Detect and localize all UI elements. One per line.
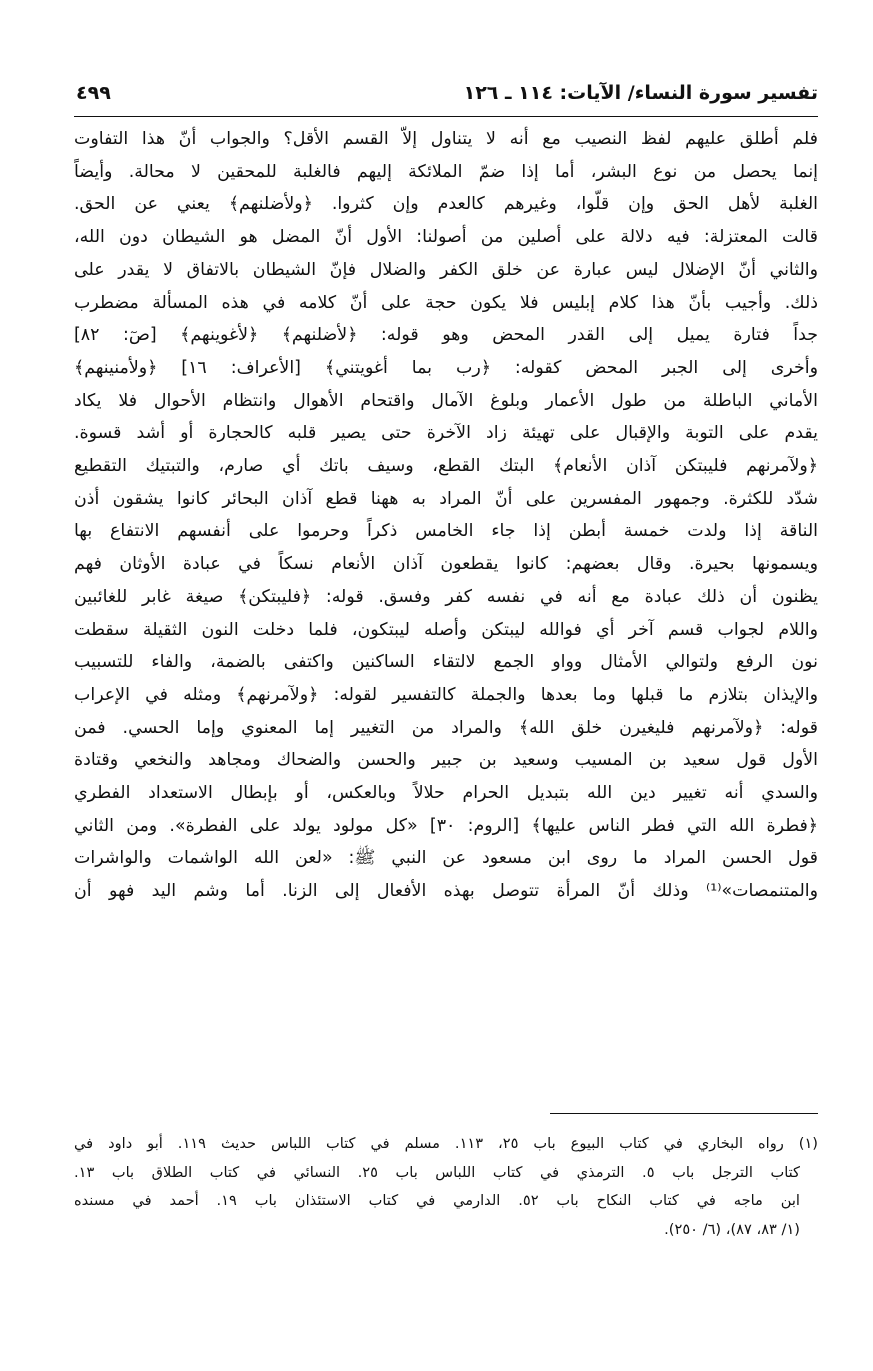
text-line: الأماني الباطلة من طول الأعمار وبلوغ الآمال واقتحام الأهوال وانتظام الأحوال فلا يكاد bbox=[74, 390, 818, 411]
footnote-line: (١/ ٨٣، ٨٧)، (٦/ ٢٥٠). bbox=[664, 1220, 800, 1238]
text-line: الغلبة لأهل الحق وإن قلّوا، وغيرهم كالعدم وإن كثروا. ﴿ولأضلنهم﴾ يعني عن الحق. bbox=[74, 194, 818, 215]
running-header bbox=[74, 78, 818, 117]
text-line: ﴿ولآمرنهم فليبتكن آذان الأنعام﴾ البتك القطع، وسيف باتك أي صارم، والتبتيك التقطيع bbox=[74, 456, 818, 477]
text-line: والسدي أنه تغيير دين الله بتبديل الحرام حلالاً وبالعكس، أو بإبطال الاستعداد الفطري bbox=[74, 783, 818, 804]
text-line: الناقة إذا ولدت خمسة أبطن إذا جاء الخامس ذكراً وحرموا على أنفسهم الانتفاع بها bbox=[74, 521, 818, 542]
text-line: وأخرى إلى الجبر المحض كقوله: ﴿رب بما أغويتني﴾ [الأعراف: ١٦] ﴿ولأمنينهم﴾ bbox=[74, 357, 818, 378]
text-line: إنما يحصل من نوع البشر، أما إذا ضمّ الملائكة إليهم فالغلبة للمحقين لا محالة. وأيضاً bbox=[74, 161, 818, 182]
text-line: يقدم على التوبة والإقبال على تهيئة زاد الآخرة حتى يصير قلبه كالحجارة أو أشد قسوة. bbox=[74, 423, 818, 444]
text-line: شدّد للكثرة. وجمهور المفسرين على أنّ المراد به ههنا قطع آذان البحائر كانوا يشقون أذن bbox=[74, 488, 818, 509]
text-line: ويسمونها بحيرة. وقال بعضهم: كانوا يقطعون آذان الأنعام نسكاً في عبادة الأوثان فهم bbox=[74, 554, 818, 575]
text-line: قوله: ﴿ولآمرنهم فليغيرن خلق الله﴾ والمراد من التغيير إما المعنوي وإما الحسي. فمن bbox=[74, 717, 818, 738]
page-number: ٤٩٩ bbox=[76, 82, 111, 104]
text-line: ذلك. وأجيب بأنّ هذا كلام إبليس فلا يكون حجة على أنّ كلامه في هذه المسألة مضطرب bbox=[74, 292, 818, 313]
text-line: ﴿فطرة الله التي فطر الناس عليها﴾ [الروم: ٣٠] «كل مولود يولد على الفطرة». ومن الثاني bbox=[74, 815, 818, 836]
footnote-separator bbox=[550, 1113, 818, 1114]
text-line: نون الرفع ولتوالي الأمثال وواو الجمع لالتقاء الساكنين واكتفى بالضمة، والفاء للتسبيب bbox=[74, 652, 818, 673]
page-frame bbox=[74, 78, 818, 1308]
text-line: والثاني أنّ الإضلال ليس عبارة عن خلق الكفر والضلال فإنّ الشيطان بالاتفاق لا يقدر على bbox=[74, 259, 818, 280]
text-line: الأول قول سعيد بن المسيب وسعيد بن جبير والحسن والضحاك ومجاهد والنخعي وقتادة bbox=[74, 750, 818, 771]
text-line: والمتنمصات»⁽¹⁾ وذلك أنّ المرأة تتوصل بهذه الأفعال إلى الزنا. أما وشم اليد فهو أن bbox=[74, 881, 818, 902]
text-line: فلم أطلق عليهم لفظ النصيب مع أنه لا يتناول إلاّ القسم الأقل؟ والجواب أنّ هذا التفاوت bbox=[74, 129, 818, 149]
footnote-line: كتاب الترجل باب ٥. الترمذي في كتاب اللباس باب ٢٥. النسائي في كتاب الطلاق باب ١٣. bbox=[74, 1163, 800, 1181]
text-line: والإيذان بتلازم ما قبلها وما بعدها والجملة كالتفسير لقوله: ﴿ولآمرنهم﴾ ومثله في الإعراب bbox=[74, 684, 818, 705]
footnotes bbox=[74, 1130, 818, 1244]
text-line: جداً فتارة يميل إلى القدر المحض وهو قوله: ﴿لأضلنهم﴾ ﴿لأغوينهم﴾ [صٓ: ٨٢] bbox=[74, 325, 818, 346]
text-line: قول الحسن المراد ما روى ابن مسعود عن النبي ﷺ: «لعن الله الواشمات والواشرات bbox=[74, 848, 818, 869]
text-line: واللام لجواب قسم آخر أي فوالله ليبتكن وأصله ليبتكون، فلما دخلت النون الثقيلة سقطت bbox=[74, 619, 818, 640]
text-line: قالت المعتزلة: فيه دلالة على أصلين من أصولنا: الأول أنّ المضل هو الشيطان دون الله، bbox=[74, 227, 818, 248]
footnote-line: ابن ماجه في كتاب النكاح باب ٥٢. الدارمي في كتاب الاستئذان باب ١٩. أحمد في مسنده bbox=[74, 1192, 800, 1209]
text-line: يظنون أن ذلك عبادة مع أنه في نفسه كفر وفسق. قوله: ﴿فليبتكن﴾ صيغة غابر للغائبين bbox=[74, 586, 818, 607]
running-title: تفسير سورة النساء/ الآيات: ١١٤ ـ ١٢٦ bbox=[463, 82, 818, 104]
main-text bbox=[74, 123, 818, 908]
footnote-line: (١) رواه البخاري في كتاب البيوع باب ٢٥، ١١٣. مسلم في كتاب اللباس حديث ١١٩. أبو داود في bbox=[74, 1135, 818, 1152]
